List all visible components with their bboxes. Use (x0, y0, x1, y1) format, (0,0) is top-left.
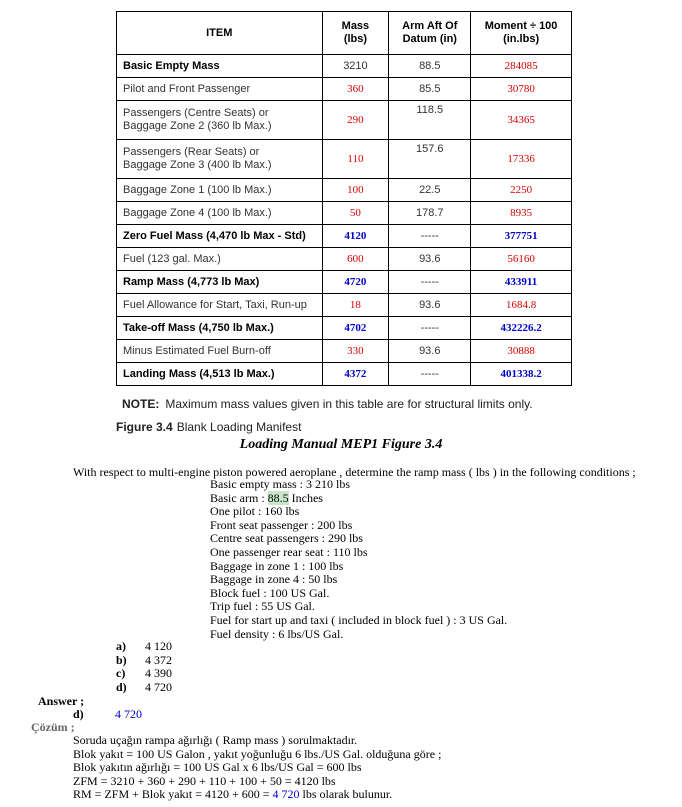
condition-item (210, 492, 507, 506)
solution-label: Çözüm ; (31, 720, 75, 734)
row-mass: 290 (322, 101, 389, 140)
condition-item: Front seat passenger : 200 lbs (210, 517, 353, 532)
condition-item: Fuel density : 6 lbs/US Gal. (210, 626, 344, 641)
row-mass: 600 (322, 248, 389, 271)
solution-line: ZFM = 3210 + 360 + 290 + 110 + 100 + 50 = 4120 lbs (73, 773, 336, 788)
conditions-list (210, 478, 507, 641)
row-moment: 1684.8 (471, 294, 572, 317)
row-item-line2: Baggage Zone 2 (360 lb Max.) (123, 120, 272, 132)
table-row (117, 179, 572, 202)
row-item: Zero Fuel Mass (4,470 lb Max - Std) (117, 225, 323, 248)
option-letter: a) (116, 639, 126, 653)
option-letter: d) (116, 679, 127, 694)
figure-label: Figure 3.4 (116, 420, 173, 434)
header-arm: Arm Aft Of Datum (in) (389, 12, 471, 55)
solution-line: Blok yakıtın ağırlığı = 100 US Gal x 6 lbs/US Gal = 600 lbs (73, 760, 362, 775)
table-header-row (117, 12, 572, 55)
solution-text (73, 734, 441, 802)
figure-caption-text: Blank Loading Manifest (176, 420, 302, 434)
row-item (117, 101, 323, 140)
note-label: NOTE: (122, 397, 160, 411)
option-value: 4 390 (145, 666, 172, 681)
option-letter: b) (116, 652, 127, 667)
row-arm: 93.6 (389, 340, 471, 363)
row-item-line1: Passengers (Centre Seats) or (123, 107, 269, 119)
answer-value: 4 720 (115, 707, 142, 721)
solution-prefix: RM = ZFM + Blok yakıt = 4120 + 600 = (73, 787, 273, 802)
figure-caption (116, 420, 301, 434)
row-arm: 93.6 (389, 294, 471, 317)
answer-letter: d) (73, 707, 84, 721)
row-moment: 2250 (471, 179, 572, 202)
option-value: 4 120 (145, 639, 172, 653)
header-item: ITEM (117, 12, 323, 55)
answer-options (116, 640, 172, 694)
row-item: Pilot and Front Passenger (117, 78, 323, 101)
row-item (117, 140, 323, 179)
condition-item: One pilot : 160 lbs (210, 504, 300, 519)
condition-item: Centre seat passengers : 290 lbs (210, 531, 363, 546)
row-moment: 56160 (471, 248, 572, 271)
table-row (117, 294, 572, 317)
table-row (117, 55, 572, 78)
row-mass: 4720 (322, 271, 389, 294)
row-item: Landing Mass (4,513 lb Max.) (117, 363, 323, 386)
row-mass: 100 (322, 179, 389, 202)
row-moment: 433911 (471, 271, 572, 294)
loading-manifest-table (116, 11, 572, 386)
option-value: 4 720 (145, 679, 172, 694)
table-row (117, 271, 572, 294)
row-mass: 360 (322, 78, 389, 101)
row-mass: 4372 (322, 363, 389, 386)
highlighted-value: 88.5 (267, 490, 289, 505)
table-row (117, 101, 572, 140)
condition-item: Fuel for start up and taxi ( included in block fuel ) : 3 US Gal. (210, 612, 508, 627)
question-text: With respect to multi-engine piston powered aeroplane , determine the ramp mass ( lbs ) in the following conditions ; (73, 465, 636, 479)
row-arm: ----- (389, 225, 471, 248)
row-mass: 3210 (322, 55, 389, 78)
table-row (117, 317, 572, 340)
row-mass: 4120 (322, 225, 389, 248)
row-arm: 22.5 (389, 179, 471, 202)
table-row (117, 78, 572, 101)
solution-line: Soruda uçağın rampa ağırlığı ( Ramp mass ) sorulmaktadır. (73, 733, 358, 747)
row-moment: 8935 (471, 202, 572, 225)
condition-item: Trip fuel : 55 US Gal. (210, 599, 315, 614)
solution-suffix: lbs olarak bulunur. (299, 787, 393, 802)
header-moment: Moment ÷ 100 (in.lbs) (471, 12, 572, 55)
row-arm: 178.7 (389, 202, 471, 225)
header-mass: Mass (lbs) (322, 12, 389, 55)
row-moment: 34365 (471, 101, 572, 140)
row-item: Basic Empty Mass (117, 55, 323, 78)
row-item-line1: Passengers (Rear Seats) or (123, 146, 260, 158)
row-moment: 17336 (471, 140, 572, 179)
row-mass: 18 (322, 294, 389, 317)
row-item: Baggage Zone 1 (100 lb Max.) (117, 179, 323, 202)
row-item: Fuel Allowance for Start, Taxi, Run-up (117, 294, 323, 317)
table-note (122, 397, 533, 411)
answer-line (73, 707, 142, 722)
row-moment: 30888 (471, 340, 572, 363)
option-b (116, 654, 172, 668)
row-arm: ----- (389, 271, 471, 294)
table-row (117, 363, 572, 386)
condition-item: Basic empty mass : 3 210 lbs (210, 477, 350, 491)
row-item: Baggage Zone 4 (100 lb Max.) (117, 202, 323, 225)
table-row (117, 202, 572, 225)
row-item: Fuel (123 gal. Max.) (117, 248, 323, 271)
condition-suffix: Inches (288, 490, 323, 505)
note-text: Maximum mass values given in this table are for structural limits only. (165, 397, 533, 411)
condition-item: Baggage in zone 4 : 50 lbs (210, 572, 338, 587)
solution-line: Blok yakıt = 100 US Galon , yakıt yoğunluğu 6 lbs./US Gal. olduğuna göre ; (73, 746, 442, 761)
row-item: Take-off Mass (4,750 lb Max.) (117, 317, 323, 340)
option-d (116, 681, 172, 695)
table-row (117, 248, 572, 271)
option-value: 4 372 (145, 652, 172, 667)
row-moment: 377751 (471, 225, 572, 248)
row-arm: 118.5 (389, 101, 471, 140)
row-moment: 284085 (471, 55, 572, 78)
table-row (117, 225, 572, 248)
table-row (117, 340, 572, 363)
row-moment: 401338.2 (471, 363, 572, 386)
row-arm: 85.5 (389, 78, 471, 101)
row-mass: 50 (322, 202, 389, 225)
row-mass: 110 (322, 140, 389, 179)
option-a (116, 640, 172, 654)
condition-prefix: Basic arm : (210, 490, 268, 505)
table-row (117, 140, 572, 179)
solution-result: 4 720 (272, 787, 300, 802)
row-arm: ----- (389, 363, 471, 386)
row-mass: 330 (322, 340, 389, 363)
row-item: Minus Estimated Fuel Burn-off (117, 340, 323, 363)
row-arm: 93.6 (389, 248, 471, 271)
condition-item: Block fuel : 100 US Gal. (210, 585, 330, 600)
option-letter: c) (116, 666, 126, 681)
condition-item: Baggage in zone 1 : 100 lbs (210, 558, 344, 573)
answer-label: Answer ; (38, 694, 85, 708)
option-c (116, 667, 172, 681)
row-arm: ----- (389, 317, 471, 340)
row-item-line2: Baggage Zone 3 (400 lb Max.) (123, 159, 272, 171)
row-item: Ramp Mass (4,773 lb Max) (117, 271, 323, 294)
row-mass: 4702 (322, 317, 389, 340)
row-arm: 157.6 (389, 140, 471, 179)
row-moment: 432226.2 (471, 317, 572, 340)
manual-title: Loading Manual MEP1 Figure 3.4 (239, 437, 443, 452)
condition-item: One passenger rear seat : 110 lbs (210, 544, 368, 559)
row-moment: 30780 (471, 78, 572, 101)
solution-line (73, 788, 441, 802)
row-arm: 88.5 (389, 55, 471, 78)
